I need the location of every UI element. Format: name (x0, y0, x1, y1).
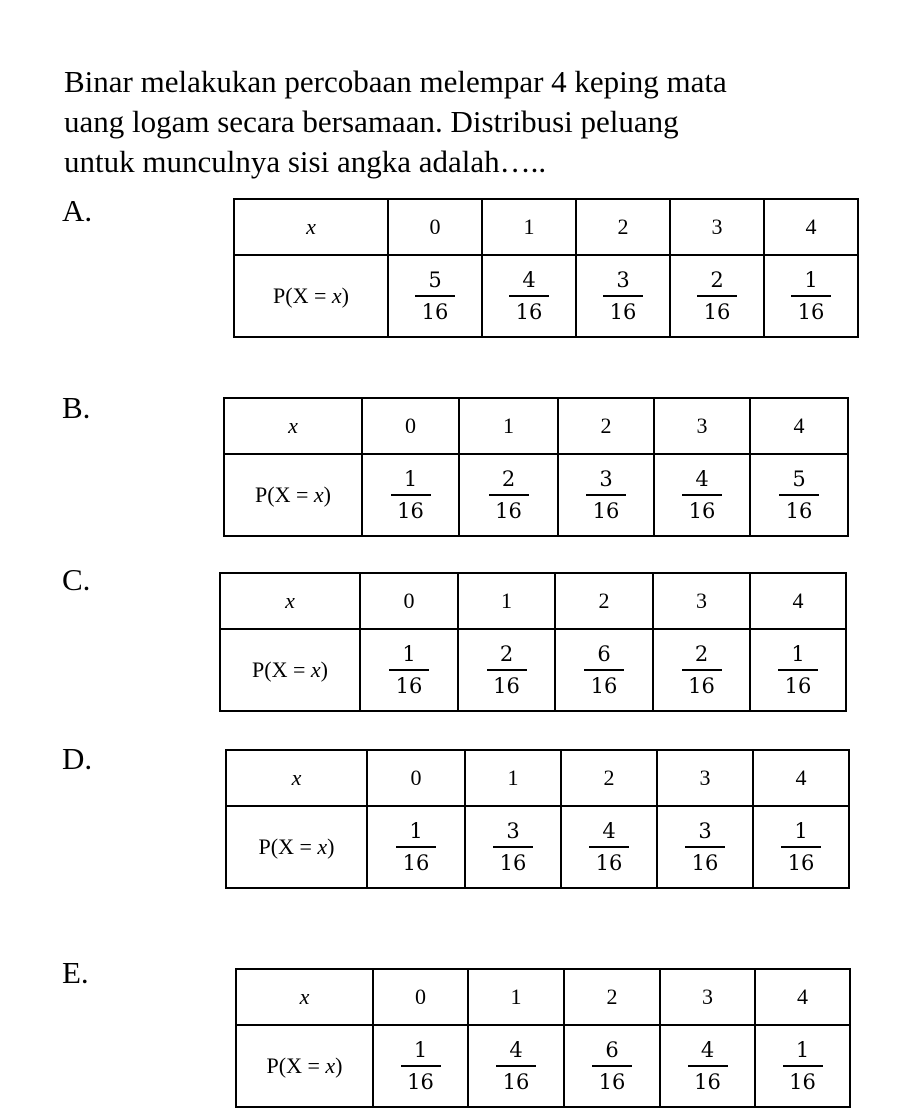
fraction-numerator: 5 (792, 467, 806, 491)
probability-cell (373, 1025, 468, 1107)
fraction (589, 818, 629, 876)
fraction (682, 641, 722, 699)
x-value-cell: 1 (482, 199, 576, 255)
fraction-numerator: 4 (700, 1038, 715, 1062)
option-c-label[interactable]: C. (62, 562, 91, 597)
option-e-label[interactable]: E. (62, 955, 89, 990)
probability-header-cell (224, 454, 362, 536)
probability-label-suffix: ) (327, 834, 335, 859)
fraction-denominator: 16 (694, 1070, 721, 1094)
probability-cell (561, 806, 657, 888)
fraction (685, 818, 725, 876)
fraction (603, 267, 643, 325)
fraction (496, 1037, 536, 1095)
probability-cell (362, 454, 459, 536)
fraction (493, 818, 533, 876)
x-value-cell: 2 (564, 969, 660, 1025)
fraction-denominator: 16 (395, 674, 423, 698)
x-value-cell: 0 (373, 969, 468, 1025)
option-a-label[interactable]: A. (62, 193, 93, 228)
fraction (791, 267, 831, 325)
option-b-label[interactable]: B. (62, 390, 91, 425)
fraction-denominator: 16 (787, 851, 815, 875)
x-value-cell: 3 (654, 398, 750, 454)
x-variable-label: x (291, 765, 302, 790)
fraction-numerator: 2 (499, 642, 514, 666)
fraction (586, 466, 626, 524)
table-row-probability (236, 1025, 850, 1107)
probability-label-suffix: ) (335, 1053, 343, 1078)
question-line-1: Binar melakukan percobaan melempar 4 keping mata (64, 64, 727, 99)
fraction (778, 641, 818, 699)
x-value-cell: 2 (561, 750, 657, 806)
x-value-cell: 1 (459, 398, 558, 454)
probability-header-cell (220, 629, 360, 711)
x-value-cell: 3 (660, 969, 755, 1025)
fraction (592, 1037, 632, 1095)
x-value-cell: 1 (465, 750, 561, 806)
fraction (584, 641, 624, 699)
probability-label-prefix: P(X = (258, 834, 318, 859)
fraction-denominator: 16 (688, 499, 716, 523)
probability-header-cell (226, 806, 367, 888)
probability-label-prefix: P(X = (266, 1053, 326, 1078)
x-variable-label: x (306, 214, 316, 239)
fraction (487, 641, 527, 699)
fraction-denominator: 16 (493, 674, 520, 698)
x-variable-label: x (285, 588, 295, 613)
x-value-cell: 4 (764, 199, 858, 255)
fraction-numerator: 3 (506, 819, 520, 843)
x-header-cell (226, 750, 367, 806)
x-value-cell: 0 (388, 199, 482, 255)
x-value-cell: 1 (468, 969, 564, 1025)
table-row-x (236, 969, 850, 1025)
fraction-denominator: 16 (495, 499, 522, 523)
probability-cell (468, 1025, 564, 1107)
fraction-denominator: 16 (688, 674, 715, 698)
probability-label-variable: x (325, 1053, 336, 1078)
probability-label-prefix: P(X = (273, 283, 332, 308)
table-row-x (234, 199, 858, 255)
fraction-denominator: 16 (402, 851, 430, 875)
fraction (389, 641, 429, 699)
fraction-numerator: 1 (403, 467, 418, 491)
fraction-numerator: 1 (791, 642, 805, 666)
x-value-cell: 4 (750, 398, 848, 454)
question-line-2: uang logam secara bersamaan. Distribusi peluang (64, 104, 679, 139)
option-c-table (219, 572, 847, 712)
probability-header-cell (236, 1025, 373, 1107)
probability-cell (750, 629, 846, 711)
fraction-numerator: 3 (616, 268, 630, 292)
probability-cell (654, 454, 750, 536)
probability-cell (670, 255, 764, 337)
probability-label-suffix: ) (341, 283, 349, 308)
x-value-cell: 1 (458, 573, 555, 629)
fraction (697, 267, 737, 325)
x-value-cell: 2 (576, 199, 670, 255)
x-value-cell: 4 (755, 969, 850, 1025)
fraction-numerator: 2 (694, 642, 709, 666)
fraction-numerator: 1 (409, 819, 423, 843)
table-row-probability (224, 454, 848, 536)
fraction-numerator: 3 (599, 467, 613, 491)
table-row-x (226, 750, 849, 806)
x-value-cell: 0 (362, 398, 459, 454)
fraction-denominator: 16 (502, 1070, 530, 1094)
fraction-denominator: 16 (703, 300, 731, 324)
fraction-numerator: 1 (804, 268, 818, 292)
fraction-denominator: 16 (789, 1070, 816, 1094)
fraction-numerator: 1 (413, 1038, 428, 1062)
x-header-cell (236, 969, 373, 1025)
fraction-denominator: 16 (590, 674, 618, 698)
fraction-numerator: 2 (501, 467, 516, 491)
fraction (688, 1037, 728, 1095)
fraction-denominator: 16 (691, 851, 719, 875)
probability-cell (750, 454, 848, 536)
probability-label-variable: x (331, 283, 342, 308)
fraction-denominator: 16 (609, 300, 637, 324)
probability-label-variable: x (310, 657, 321, 682)
fraction (489, 466, 529, 524)
fraction-numerator: 2 (710, 268, 724, 292)
x-value-cell: 3 (657, 750, 753, 806)
x-value-cell: 2 (558, 398, 654, 454)
probability-cell (458, 629, 555, 711)
x-value-cell: 4 (750, 573, 846, 629)
fraction (783, 1037, 823, 1095)
fraction (415, 267, 455, 325)
probability-header-cell (234, 255, 388, 337)
fraction-numerator: 3 (698, 819, 712, 843)
fraction-numerator: 4 (695, 467, 709, 491)
probability-cell (558, 454, 654, 536)
fraction-denominator: 16 (515, 300, 543, 324)
table-row-probability (226, 806, 849, 888)
probability-cell (653, 629, 750, 711)
fraction-denominator: 16 (592, 499, 620, 523)
x-value-cell: 4 (753, 750, 849, 806)
x-header-cell (220, 573, 360, 629)
fraction (509, 267, 549, 325)
fraction (391, 466, 431, 524)
fraction-denominator: 16 (785, 499, 813, 523)
fraction-denominator: 16 (784, 674, 812, 698)
probability-label-suffix: ) (323, 482, 331, 507)
fraction-numerator: 6 (605, 1038, 619, 1062)
probability-cell (576, 255, 670, 337)
probability-cell (465, 806, 561, 888)
fraction-numerator: 4 (602, 819, 616, 843)
fraction-denominator: 16 (397, 499, 424, 523)
option-d-label[interactable]: D. (62, 741, 93, 776)
table-row-x (224, 398, 848, 454)
table-row-probability (220, 629, 846, 711)
table-row-x (220, 573, 846, 629)
fraction-numerator: 1 (794, 819, 808, 843)
x-variable-label: x (299, 984, 310, 1009)
question-line-3: untuk munculnya sisi angka adalah….. (64, 144, 547, 179)
x-value-cell: 3 (670, 199, 764, 255)
option-e-table (235, 968, 851, 1108)
option-b-table (223, 397, 849, 537)
x-value-cell: 0 (367, 750, 465, 806)
fraction-denominator: 16 (407, 1070, 434, 1094)
x-header-cell (234, 199, 388, 255)
fraction-denominator: 16 (797, 300, 825, 324)
fraction-denominator: 16 (598, 1070, 626, 1094)
option-d-table (225, 749, 850, 889)
probability-label-prefix: P(X = (252, 657, 311, 682)
fraction (781, 818, 821, 876)
x-value-cell: 3 (653, 573, 750, 629)
probability-cell (764, 255, 858, 337)
probability-label-suffix: ) (320, 657, 328, 682)
x-variable-label: x (288, 413, 298, 438)
table-row-probability (234, 255, 858, 337)
probability-cell (753, 806, 849, 888)
fraction-denominator: 16 (595, 851, 623, 875)
fraction-denominator: 16 (499, 851, 527, 875)
fraction (401, 1037, 441, 1095)
probability-cell (660, 1025, 755, 1107)
fraction-numerator: 6 (597, 642, 611, 666)
x-value-cell: 0 (360, 573, 458, 629)
probability-cell (657, 806, 753, 888)
fraction-numerator: 1 (795, 1038, 810, 1062)
probability-label-prefix: P(X = (255, 482, 314, 507)
probability-cell (564, 1025, 660, 1107)
probability-cell (360, 629, 458, 711)
probability-cell (367, 806, 465, 888)
probability-cell (755, 1025, 850, 1107)
probability-cell (482, 255, 576, 337)
probability-label-variable: x (313, 482, 324, 507)
probability-label-variable: x (317, 834, 328, 859)
probability-cell (555, 629, 653, 711)
fraction (682, 466, 722, 524)
fraction (779, 466, 819, 524)
option-a-table (233, 198, 859, 338)
question-text (64, 62, 864, 182)
fraction-numerator: 5 (428, 268, 442, 292)
x-value-cell: 2 (555, 573, 653, 629)
fraction-numerator: 4 (522, 268, 536, 292)
probability-cell (388, 255, 482, 337)
probability-cell (459, 454, 558, 536)
fraction-denominator: 16 (421, 300, 449, 324)
fraction (396, 818, 436, 876)
fraction-numerator: 1 (402, 642, 416, 666)
fraction-numerator: 4 (509, 1038, 523, 1062)
x-header-cell (224, 398, 362, 454)
